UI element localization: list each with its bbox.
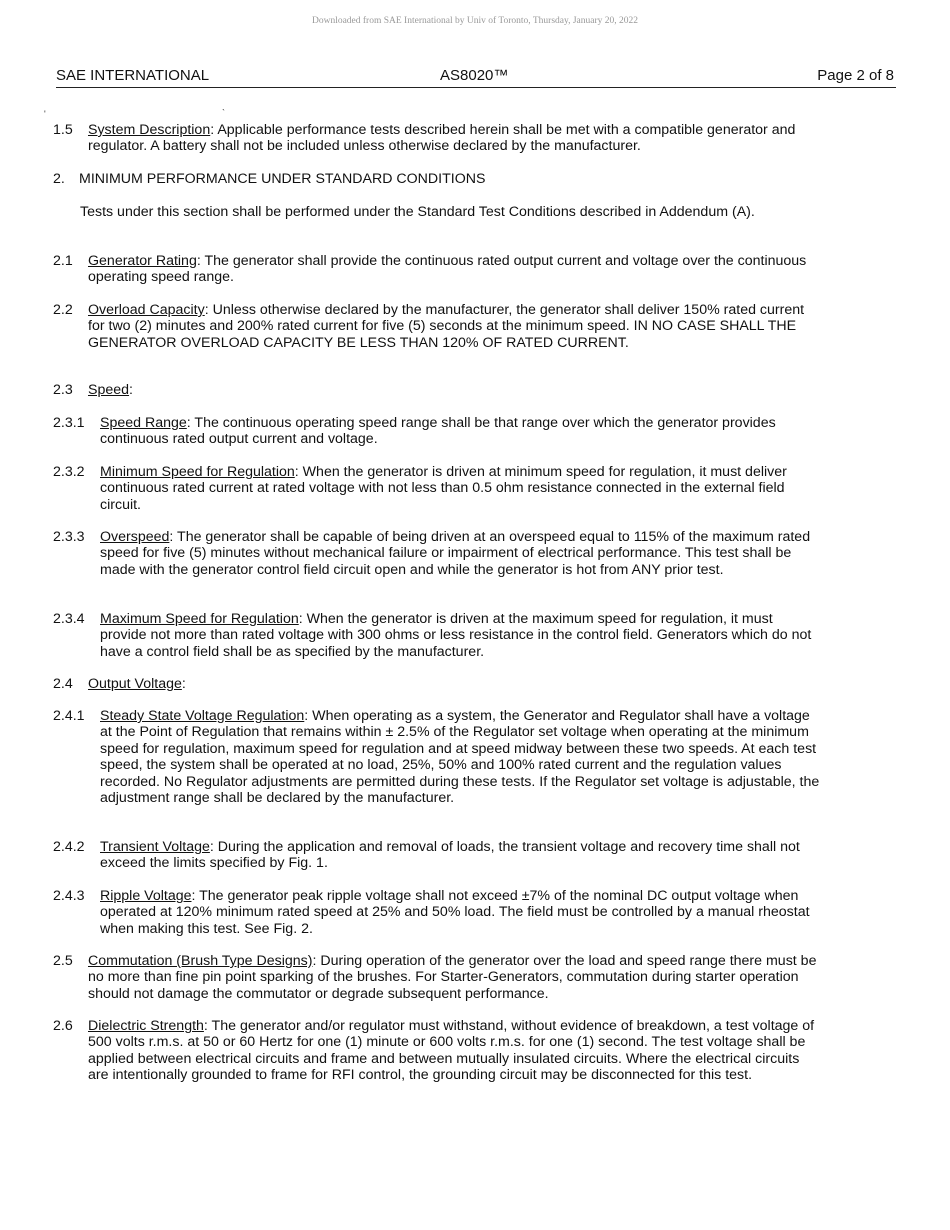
- section-paragraph: [53, 676, 823, 692]
- section-paragraph: [53, 611, 823, 660]
- section-body: [88, 253, 823, 286]
- section-title: Dielectric Strength: [88, 1018, 204, 1034]
- section-body: [88, 302, 823, 351]
- section-paragraph: [53, 122, 823, 155]
- section-text: : When the generator is driven at minimum speed for regulation, it must deliver continuous rated current at rated voltage with not less than 0.5 ohm resistance connected in the external field circuit.: [100, 464, 787, 513]
- section-title: Maximum Speed for Regulation: [100, 611, 299, 627]
- section-paragraph: [53, 888, 823, 937]
- section-title: System Description: [88, 122, 211, 138]
- header-page-number: Page 2 of 8: [817, 67, 894, 84]
- section-number: 2.3.3: [53, 529, 85, 545]
- section-number: 2.4: [53, 676, 73, 692]
- section-number: 2.3: [53, 382, 73, 398]
- section-title: Overload Capacity: [88, 302, 205, 318]
- section-text: : Unless otherwise declared by the manufacturer, the generator shall deliver 150% rated current for two (2) minutes and 200% rated current for five (5) seconds at the minimum speed. IN NO CASE SHALL THE GENERATOR OVERLOAD CAPACITY BE LESS THAN 120% OF RATED CURRENT.: [88, 302, 805, 351]
- section-title: Steady State Voltage Regulation: [100, 708, 305, 724]
- section-text: :: [129, 382, 133, 398]
- section-title: Minimum Speed for Regulation: [100, 464, 295, 480]
- section-title: Speed: [88, 382, 130, 398]
- section-paragraph: [53, 415, 823, 448]
- section-text: : The generator and/or regulator must withstand, without evidence of breakdown, a test voltage of 500 volts r.m.s. at 50 or 60 Hertz for one (1) minute or 600 volts r.m.s. for one (1) second. The test voltage shall be applied between electrical circuits and frame and between mutually insulated circuits. Where the electrical circuits are intentionally grounded to frame for RFI control, the grounding circuit may be disconnected for this test.: [88, 1018, 815, 1084]
- section-number: 2.5: [53, 953, 73, 969]
- section-paragraph: [53, 204, 823, 220]
- section-paragraph: [53, 708, 823, 806]
- section-number: 2.4.1: [53, 708, 85, 724]
- section-body: [88, 122, 823, 155]
- section-text: : When the generator is driven at the maximum speed for regulation, it must provide not more than rated voltage with 300 ohms or less resistance in the control field. Generators which do not have a control field shall be as specified by the manufacturer.: [100, 611, 812, 660]
- section-text: : Applicable performance tests described herein shall be met with a compatible generator and regulator. A battery shall not be included unless otherwise declared by the manufacturer.: [88, 122, 796, 155]
- section-body: [100, 464, 823, 513]
- section-text: : During the application and removal of loads, the transient voltage and recovery time shall not exceed the limits specified by Fig. 1.: [100, 839, 800, 872]
- section-title: Overspeed: [100, 529, 170, 545]
- section-body: [100, 611, 823, 660]
- section-text: : During operation of the generator over the load and speed range there must be no more than fine pin point sparking of the brushes. For Starter-Generators, commutation during starter operation should not damage the commutator or degrade subsequent performance.: [88, 953, 817, 1002]
- paragraph-text: Tests under this section shall be performed under the Standard Test Conditions described in Addendum (A).: [80, 204, 755, 220]
- section-text: : The generator shall be capable of being driven at an overspeed equal to 115% of the maximum rated speed for five (5) minutes without mechanical failure or impairment of electrical performance. This test shall be made with the generator control field circuit open and while the generator is hot from ANY prior test.: [100, 529, 811, 578]
- section-text: : The generator peak ripple voltage shall not exceed ±7% of the nominal DC output voltage when operated at 120% minimum rated speed at 25% and 50% load. The field must be controlled by a manual rheostat when making this test. See Fig. 2.: [100, 888, 810, 937]
- section-number: 2.4.3: [53, 888, 85, 904]
- section-body: [100, 415, 823, 448]
- section-title: Generator Rating: [88, 253, 197, 269]
- section-paragraph: [53, 171, 823, 187]
- section-body: [88, 1018, 823, 1084]
- section-title: Transient Voltage: [100, 839, 210, 855]
- section-text: : The continuous operating speed range shall be that range over which the generator provides continuous rated output current and voltage.: [100, 415, 776, 448]
- section-text: :: [181, 676, 186, 692]
- section-number: 2.4.2: [53, 839, 85, 855]
- section-body: [88, 676, 823, 692]
- section-paragraph: [53, 1018, 823, 1084]
- scan-mark: ': [44, 109, 46, 119]
- section-text: : When operating as a system, the Generator and Regulator shall have a voltage at the Point of Regulation that remains within ± 2.5% of the Regulator set voltage when operating at the minimum speed for regulation, maximum speed for regulation and at speed midway between these two speeds. At each test speed, the system shall be operated at no load, 25%, 50% and 100% rated current and the regulation values recorded. No Regulator adjustments are permitted during these tests. If the Regulator set voltage is adjustable, the adjustment range shall be declared by the manufacturer.: [100, 708, 820, 807]
- section-paragraph: [53, 464, 823, 513]
- section-number: 2.2: [53, 302, 73, 318]
- header-doc-number: AS8020™: [440, 67, 509, 84]
- section-text: : The generator shall provide the continuous rated output current and voltage over the continuous operating speed range.: [88, 253, 807, 286]
- section-paragraph: [53, 953, 823, 1002]
- section-title: Speed Range: [100, 415, 187, 431]
- section-body: [100, 529, 823, 578]
- scan-mark: `: [222, 108, 225, 118]
- section-paragraph: [53, 382, 823, 398]
- section-body: [88, 382, 823, 398]
- section-body: [88, 953, 823, 1002]
- section-title: Output Voltage: [88, 676, 182, 692]
- section-body: [100, 888, 823, 937]
- section-title: Ripple Voltage: [100, 888, 192, 904]
- section-number: 2.: [53, 171, 65, 187]
- section-heading: MINIMUM PERFORMANCE UNDER STANDARD CONDITIONS: [79, 171, 486, 187]
- page-header: [56, 67, 896, 88]
- section-body: [79, 171, 823, 187]
- section-title: Commutation (Brush Type Designs): [88, 953, 313, 969]
- section-number: 2.3.2: [53, 464, 85, 480]
- section-number: 2.1: [53, 253, 73, 269]
- section-body: [100, 839, 823, 872]
- section-number: 2.3.1: [53, 415, 85, 431]
- download-note: Downloaded from SAE International by Univ of Toronto, Thursday, January 20, 2022: [311, 16, 639, 26]
- header-org: SAE INTERNATIONAL: [56, 67, 210, 84]
- section-number: 2.3.4: [53, 611, 85, 627]
- section-paragraph: [53, 839, 823, 872]
- section-paragraph: [53, 302, 823, 351]
- section-paragraph: [53, 529, 823, 578]
- section-number: 2.6: [53, 1018, 73, 1034]
- section-number: 1.5: [53, 122, 73, 138]
- section-paragraph: [53, 253, 823, 286]
- section-body: [100, 708, 823, 806]
